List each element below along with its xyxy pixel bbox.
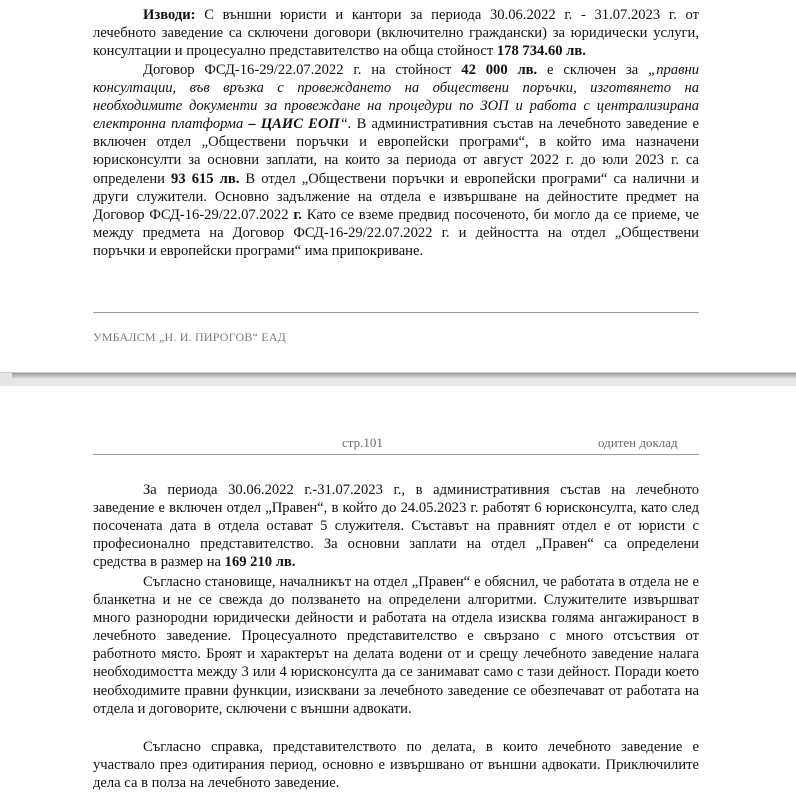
document-page-upper bbox=[0, 0, 796, 372]
conclusions-paragraph bbox=[93, 6, 699, 60]
page-break-separator bbox=[0, 372, 796, 387]
page-number: стр.101 bbox=[342, 435, 383, 450]
conclusions-label: Изводи: bbox=[143, 7, 196, 23]
reference-paragraph: Съгласно справка, представителството по делата, в които лечебното заведение е участвало през одитирания период, основно е извършвано от външни адвокати. Приключилите дела са в полза на лечебното заведение. bbox=[93, 739, 699, 792]
legal-department-text: За периода 30.06.2022 г.-31.07.2023 г., в административния състав на лечебното заведение е включен отдел „Правен“, в който до 24.05.2023 г. работят 6 юрисконсулта, като след посочената дата в отдела остават 5 служителя. Съставът на правният отдел е от юристи с професионално представителство. За основни заплати на отдел „Правен“ са определени средства в размер на bbox=[93, 482, 699, 571]
legal-salaries-amount: 169 210 лв. bbox=[224, 554, 296, 571]
contract-subject-platform: – ЦАИС ЕОП bbox=[243, 116, 340, 133]
conclusions-text: С външни юристи и кантори за периода 30.06.2022 г. - 31.07.2023 г. от лечебното заведение са сключени договори (включително граждански) за юридически услуги, консултации и процесуално представителство на обща стойност bbox=[93, 7, 699, 60]
contract-amount: 42 000 лв. bbox=[461, 62, 538, 78]
contract-duties-text: В отдел „Обществени поръчки и европейски програми“ са налични и други служители. Основно задължение на отдела е извършване на дейностите предмет на Договор ФСД-16-29/22.07.2022 bbox=[93, 170, 700, 223]
header-divider bbox=[93, 454, 699, 455]
contract-intro: Договор ФСД-16-29/22.07.2022 г. на стойност bbox=[143, 62, 462, 78]
document-page-lower bbox=[0, 386, 796, 807]
opinion-paragraph: Съгласно становище, началникът на отдел „Правен“ е обяснил, че работата в отдела не е бланкетна и не се свежда до ползването на определени алгоритми. Служителите извършват много разнородни юридически дейности и работата на отдела изисква голяма ангажираност в лечебното заведение. Процесуалното представителство е свързано с много отсъствия от работното място. Броят и характерът на делата водени от и срещу лечебното заведение налага необходимостта между 3 или 4 юрисконсулта да се занимават само с тази дейност. Поради което необходимите правни функции, изисквани за лечебното заведение се обезпечават от работата на отдела и договорите, сключени с външни адвокати. bbox=[93, 574, 699, 717]
legal-department-paragraph bbox=[93, 481, 699, 571]
contract-paragraph bbox=[93, 61, 699, 260]
report-title: одитен доклад bbox=[598, 435, 678, 450]
contract-conclusion-text: Като се вземе предвид посоченото, би могло да се приеме, че между предмета на Договор ФСД-16-29/22.07.2022 г. и дейността на отдел „Обществени поръчки и европейски програми“ има припокриване. bbox=[93, 206, 699, 259]
contract-connector: е сключен за bbox=[537, 62, 649, 78]
contract-subject: „правни консултации, във връзка с провеждането на обществени поръчки, изготвянето на необходимите документи за провеждане на процедури по ЗОП и работа с централизирана електронна платформа bbox=[93, 62, 700, 133]
conclusions-total-amount: 178 734.60 лв. bbox=[496, 43, 586, 60]
salaries-amount: 93 615 лв. bbox=[171, 170, 240, 187]
contract-subject-end: “. bbox=[339, 116, 352, 133]
footer-divider bbox=[93, 312, 699, 313]
contract-year-bold: г. bbox=[293, 206, 302, 223]
contract-department-text: В административния състав на лечебното заведение е включен отдел „Обществени поръчки и европейски програми“, в който има назначени юрисконсулти за основни заплати, на които за периода от август 2022 г. до юли 2023 г. са определени bbox=[93, 116, 699, 187]
page-footer: УМБАЛСМ „Н. И. ПИРОГОВ“ ЕАД bbox=[93, 330, 287, 344]
